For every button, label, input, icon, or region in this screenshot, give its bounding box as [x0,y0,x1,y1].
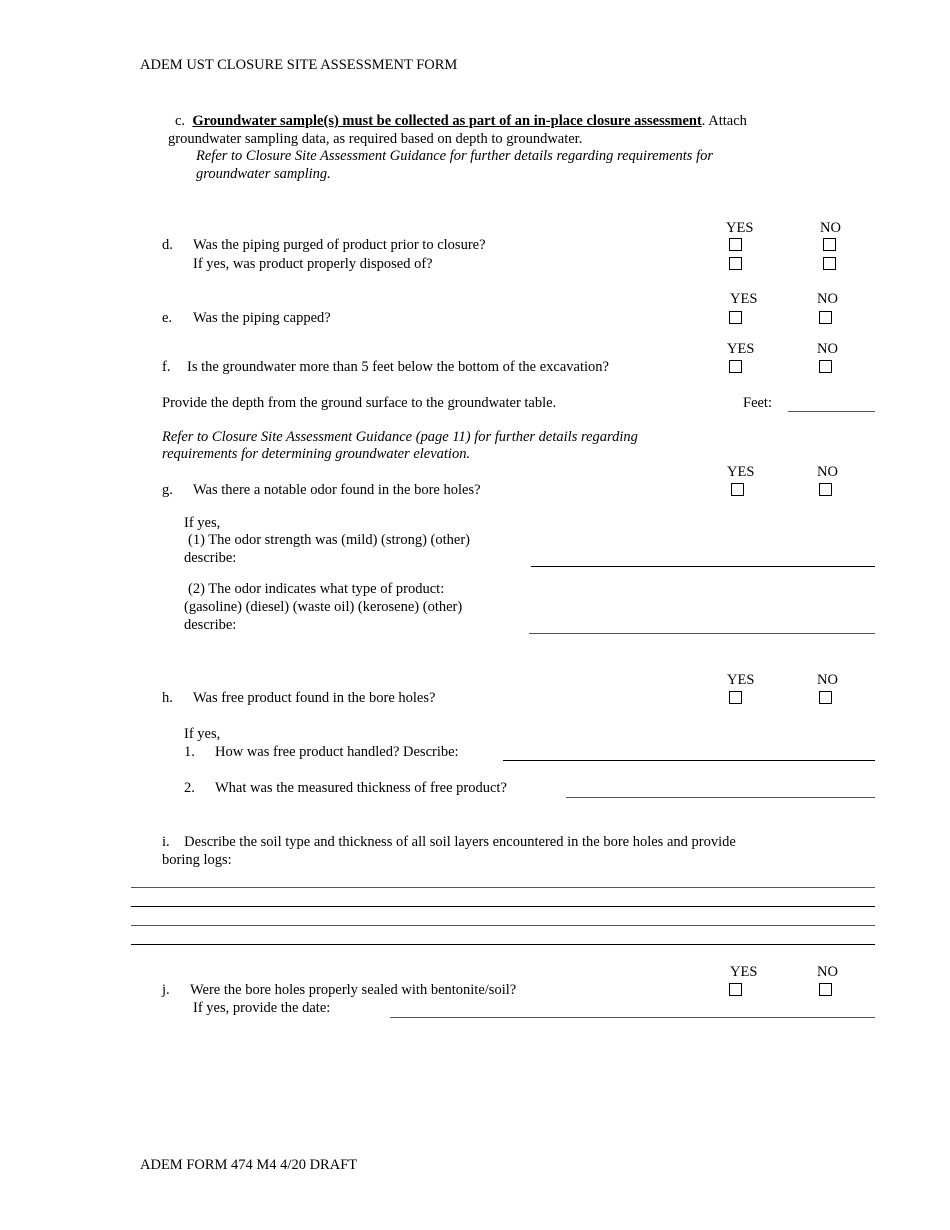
section-i-text: Describe the soil type and thickness of all soil layers encountered in the bore holes and provide [184,834,736,850]
g-item1-describe-line[interactable] [531,566,875,567]
j-yes-label: YES [730,964,758,980]
section-g-letter: g. [162,482,173,498]
g-yes-label: YES [727,464,755,480]
f-yes-checkbox[interactable] [729,360,742,373]
g-item1-line2: describe: [184,550,237,566]
soil-log-line-2[interactable] [131,906,875,907]
section-c-bold-text: Groundwater sample(s) must be collected as part of an in-place closure assessment [192,113,702,129]
depth-prompt: Provide the depth from the ground surface to the groundwater table. [162,395,557,411]
j-no-label: NO [817,964,838,980]
section-i-line2: boring logs: [162,852,232,868]
section-f-letter: f. [162,359,171,375]
d-no-label: NO [820,220,841,236]
section-c-line2: groundwater sampling data, as required based on depth to groundwater. [168,131,583,147]
section-i-line1 [162,834,736,851]
section-d-question1: Was the piping purged of product prior to closure? [193,237,486,253]
h-yes-checkbox[interactable] [729,691,742,704]
g-item2-describe-line[interactable] [529,633,875,634]
section-h-letter: h. [162,690,173,706]
soil-log-line-4[interactable] [131,944,875,945]
section-d-question2: If yes, was product properly disposed of? [193,256,433,272]
d-yes-label: YES [726,220,754,236]
section-f-note-line1: Refer to Closure Site Assessment Guidance (page 11) for further details regarding [162,429,638,445]
f-no-checkbox[interactable] [819,360,832,373]
d2-yes-checkbox[interactable] [729,257,742,270]
e-yes-checkbox[interactable] [729,311,742,324]
section-f-question: Is the groundwater more than 5 feet below the bottom of the excavation? [187,359,609,375]
h-item2-thickness-line[interactable] [566,797,875,798]
soil-log-line-3[interactable] [131,925,875,926]
h-no-label: NO [817,672,838,688]
feet-label: Feet: [743,395,772,411]
g-if-yes: If yes, [184,515,221,531]
h-item2-text: What was the measured thickness of free product? [215,780,507,796]
e-no-checkbox[interactable] [819,311,832,324]
d2-no-checkbox[interactable] [823,257,836,270]
form-footer: ADEM FORM 474 M4 4/20 DRAFT [140,1157,358,1173]
j-date-line[interactable] [390,1017,875,1018]
h-item1-num: 1. [184,744,195,760]
section-c-line1 [175,113,747,130]
h-item2-num: 2. [184,780,195,796]
g-item2-line1: (2) The odor indicates what type of product: [188,581,445,597]
d1-no-checkbox[interactable] [823,238,836,251]
section-c-letter: c. [175,113,186,129]
section-i-letter: i. [162,834,170,850]
g-no-checkbox[interactable] [819,483,832,496]
section-j-question: Were the bore holes properly sealed with bentonite/soil? [190,982,517,998]
section-j-letter: j. [162,982,170,998]
section-e-question: Was the piping capped? [193,310,331,326]
h-no-checkbox[interactable] [819,691,832,704]
section-c-note-line1: Refer to Closure Site Assessment Guidance for further details regarding requirements for [196,148,713,164]
section-c-note-line2: groundwater sampling. [196,166,331,182]
section-g-question: Was there a notable odor found in the bore holes? [193,482,481,498]
f-yes-label: YES [727,341,755,357]
section-f-note-line2: requirements for determining groundwater elevation. [162,446,471,462]
d1-yes-checkbox[interactable] [729,238,742,251]
f-no-label: NO [817,341,838,357]
form-title: ADEM UST CLOSURE SITE ASSESSMENT FORM [140,57,458,73]
j-date-prompt: If yes, provide the date: [193,1000,331,1016]
g-item2-line2: (gasoline) (diesel) (waste oil) (kerosene) (other) [184,599,463,615]
j-no-checkbox[interactable] [819,983,832,996]
g-item1-line1: (1) The odor strength was (mild) (strong) (other) [188,532,471,548]
j-yes-checkbox[interactable] [729,983,742,996]
e-yes-label: YES [730,291,758,307]
g-no-label: NO [817,464,838,480]
g-yes-checkbox[interactable] [731,483,744,496]
h-yes-label: YES [727,672,755,688]
e-no-label: NO [817,291,838,307]
section-c-after-bold: . Attach [701,113,747,129]
h-item1-text: How was free product handled? Describe: [215,744,459,760]
h-if-yes: If yes, [184,726,221,742]
feet-input-line[interactable] [788,411,875,412]
section-h-question: Was free product found in the bore holes? [193,690,436,706]
g-item2-line3: describe: [184,617,237,633]
soil-log-line-1[interactable] [131,887,875,888]
section-e-letter: e. [162,310,173,326]
h-item1-describe-line[interactable] [503,760,875,761]
section-d-letter: d. [162,237,173,253]
